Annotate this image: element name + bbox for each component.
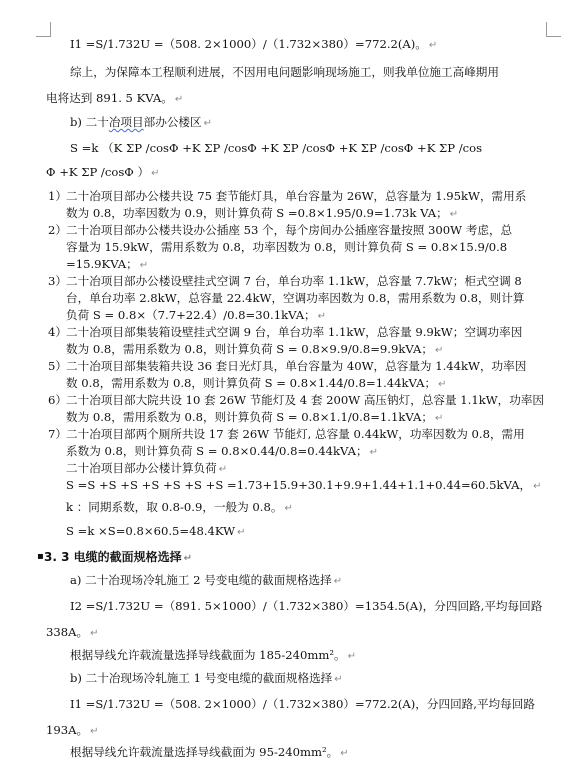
formula-current-1: I1 =S/1.732U =（508. 2×1000）/（1.732×380）=772.2(A)。 ↵ [70,37,438,51]
list-item-5-line-2: 数 0.8，需用系数为 0.8，则计算负荷 S = 0.8×1.44/0.8=1.44kVA； ↵ [66,376,447,390]
office-load-title: 二十冶项目部办公楼计算负荷 ↵ [66,461,228,475]
list-item-7: 7） [48,427,67,441]
formula-current-2-cont: 338A。 ↵ [46,625,99,639]
list-item-1: 1） [48,189,67,203]
list-item-3-line-3: 负荷 S = 0.8×（7.7+22.4）/0.8=30.1kVA； ↵ [66,308,327,322]
list-item-1-line-1: 二十冶项目部办公楼共设 75 套节能灯具，单台容量为 26W，总容量为 1.95kW，需用系 [66,189,527,203]
list-item-3-line-1: 二十冶项目部办公楼设壁挂式空调 7 台，单台功率 1.1kW，总容量 7.7kW；柜式空调 8 [66,274,522,288]
formula-s-line-1: S =k （K ΣP /cosΦ +K ΣP /cosΦ +K ΣP /cosΦ +K ΣP /cosΦ +K ΣP /cos [70,141,483,155]
cable-selection-b: 根据导线允许载流量选择导线截面为 95-240mm²。 ↵ [70,745,349,759]
office-load-formula: S =S +S +S +S +S +S +S =1.73+15.9+30.1+9.9+1.44+1.1+0.44=60.5kVA， ↵ [66,478,542,492]
list-item-7-line-1: 二十冶项目部两个厕所共设 17 套 26W 节能灯, 总容量 0.44kW，功率因数为 0.8，需用 [66,427,525,441]
list-item-4-line-1: 二十冶项目部集装箱设壁挂式空调 9 台，单台功率 1.1kW，总容量 9.9kW；空调功率因 [66,325,523,339]
formula-current-1b: I1 =S/1.732U =（508. 2×1000）/（1.732×380）=772.2(A)，分四回路,平均每回路 [70,697,535,711]
list-item-2-line-2: 容量为 15.9kW，需用系数为 0.8，功率因数为 0.8，则计算负荷 S = 0.8×15.9/0.8 [66,240,508,254]
heading-bullet: ▪ [37,551,44,562]
section-b2-title: b) 二十冶现场冷轧施工 1 号变电缆的截面规格选择 ↵ [70,671,343,685]
formula-current-1b-cont: 193A。 ↵ [46,723,99,737]
list-item-4: 4） [48,325,67,339]
crop-mark-top-left [36,22,51,37]
list-item-6-line-2: 数为 0.8，需用系数为 0.8，则计算负荷 S = 0.8×1.1/0.8=1.1kVA； ↵ [66,410,444,424]
list-item-4-line-2: 数为 0.8，需用系数为 0.8，则计算负荷 S = 0.8×9.9/0.8=9.9kVA； ↵ [66,342,444,356]
office-load-result: S =k ×S=0.8×60.5=48.4KW ↵ [66,524,246,538]
list-item-2: 2） [48,223,67,237]
crop-mark-top-right [546,22,561,37]
formula-current-2: I2 =S/1.732U =（891. 5×1000）/（1.732×380）=1354.5(A)，分四回路,平均每回路 [70,599,543,613]
section-b-title: b) 二十冶项目部办公楼区 ↵ [70,115,212,129]
summary-line-1: 综上，为保障本工程顺利进展，不因用电问题影响现场施工，则我单位施工高峰期用 [70,65,499,79]
list-item-7-line-2: 系数为 0.8，则计算负荷 S = 0.8×0.44/0.8=0.44kVA； ↵ [66,444,378,458]
section-heading-3-3: 3. 3 电缆的截面规格选择 ↵ [44,550,193,564]
summary-line-2: 电将达到 891. 5 KVA。 ↵ [46,91,184,105]
list-item-5-line-1: 二十冶项目部集装箱共设 36 套日光灯具，单台容量为 40W，总容量为 1.44kW，功率因 [66,359,527,373]
cable-selection-a: 根据导线允许载流量选择导线截面为 185-240mm²。 ↵ [70,648,356,662]
list-item-3-line-2: 台，单台功率 2.8kW，总容量 22.4kW，空调功率因数为 0.8，需用系数为 0.8，则计算 [66,291,525,305]
list-item-5: 5） [48,359,67,373]
formula-s-line-2: Φ +K ΣP /cosΦ ） ↵ [46,165,160,179]
section-a-title: a) 二十冶现场冷轧施工 2 号变电缆的截面规格选择 ↵ [70,573,343,587]
list-item-6: 6） [48,393,67,407]
list-item-1-line-2: 数为 0.8，功率因数为 0.9，则计算负荷 S =0.8×1.95/0.9=1.73k VA； ↵ [66,206,459,220]
list-item-6-line-1: 二十冶项目部大院共设 10 套 26W 节能灯及 4 套 200W 高压钠灯，总容量 1.1kW，功率因 [66,393,545,407]
list-item-2-line-1: 二十冶项目部办公楼共设办公插座 53 个，每个房间办公插座容量按照 300W 考虑，总 [66,223,513,237]
list-item-3: 3） [48,274,67,288]
list-item-2-line-3: =15.9KVA； ↵ [66,257,149,271]
coefficient-note: k ：同期系数，取 0.8-0.9，一般为 0.8。 ↵ [66,500,293,514]
